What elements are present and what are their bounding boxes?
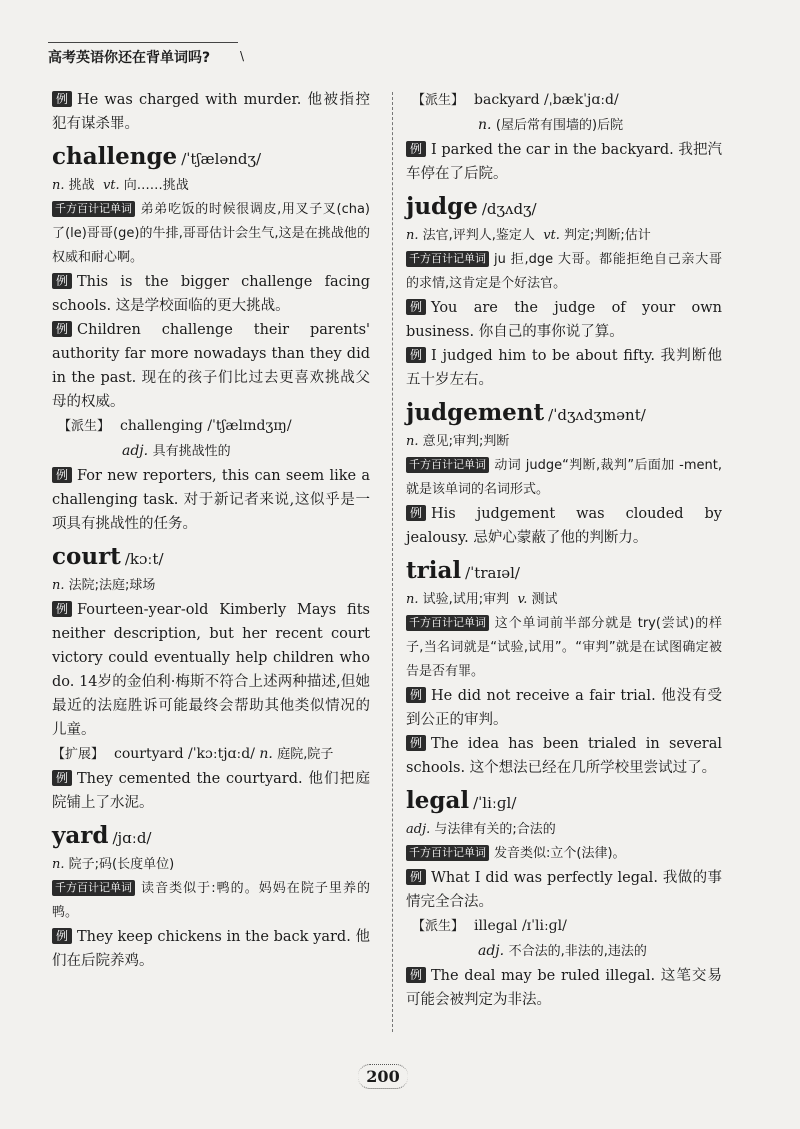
memory-tip: 千方百计记单词 读音类似于:鸭的。妈妈在院子里养的鸭。: [52, 881, 370, 920]
memory-label: 千方百计记单词: [406, 251, 489, 267]
page-number: 200: [358, 1064, 408, 1089]
memory-tip: 千方百计记单词 动词 judge“判断,裁判”后面加 -ment,就是该单词的名词形式。: [406, 458, 722, 497]
example-label: 例: [52, 928, 72, 944]
header-title: 高考英语你还在背单词吗?: [48, 50, 211, 66]
example: 例 I parked the car in the backyard. 我把汽车停在了后院。: [406, 142, 722, 182]
example: 例 This is the bigger challenge facing schools. 这是学校面临的更大挑战。: [52, 274, 370, 314]
headword: trial /ˈtraɪəl/: [406, 557, 520, 584]
headword: court /kɔːt/: [52, 543, 164, 570]
phonetic: /ˈliːɡl/: [473, 794, 517, 812]
memory-label: 千方百计记单词: [406, 845, 489, 861]
example-label: 例: [406, 869, 426, 885]
entry-judge: [406, 192, 722, 392]
definition: n. 法官,评判人,鉴定人 vt. 判定;判断;估计: [406, 228, 651, 243]
example-label: 例: [406, 141, 426, 157]
derivative-label: 【派生】: [58, 419, 111, 434]
example: 例 They cemented the courtyard. 他们把庭院铺上了水泥。: [52, 771, 370, 811]
example-label: 例: [406, 967, 426, 983]
phonetic: /jɑːd/: [112, 829, 152, 847]
headword: yard /jɑːd/: [52, 822, 152, 849]
example: 例 Children challenge their parents' authority far more nowadays than they did in the past. 现在的孩子们比过去更喜欢挑战父母的权威。: [52, 322, 370, 410]
example: 例 The deal may be ruled illegal. 这笔交易可能会被判定为非法。: [406, 968, 722, 1008]
headword: judge /dʒʌdʒ/: [406, 193, 537, 220]
memory-label: 千方百计记单词: [406, 615, 489, 631]
definition: n. 法院;法庭;球场: [52, 578, 156, 593]
example-murder: 例 He was charged with murder. 他被指控犯有谋杀罪。: [52, 92, 370, 132]
derivative: 【派生】 illegal /ɪˈliːɡl/ adj. 不合法的,非法的,违法的: [412, 918, 647, 959]
derivative: 【派生】 challenging /ˈtʃælɪndʒɪŋ/ adj. 具有挑战性的: [58, 418, 292, 459]
derivative-label: 【派生】: [412, 919, 465, 934]
example: 例 He did not receive a fair trial. 他没有受到公正的审判。: [406, 688, 722, 728]
entry-legal: [406, 786, 722, 1012]
definition: n. 试验,试用;审判 v. 测试: [406, 592, 558, 607]
running-header: [48, 42, 244, 67]
column-divider: [392, 92, 393, 1032]
definition: n. 意见;审判;判断: [406, 434, 510, 449]
entry-judgement: [406, 398, 722, 550]
phonetic: /ˈtraɪəl/: [465, 564, 520, 582]
example: 例 His judgement was clouded by jealousy. 忌妒心蒙蔽了他的判断力。: [406, 506, 722, 546]
memory-tip: 千方百计记单词 这个单词前半部分就是 try(尝试)的样子,当名词就是“试验,试用”。“审判”就是在试图确定被告是否有罪。: [406, 616, 722, 679]
example: 例 They keep chickens in the back yard. 他们在后院养鸡。: [52, 929, 370, 969]
example: 例 What I did was perfectly legal. 我做的事情完全合法。: [406, 870, 722, 910]
example-label: 例: [406, 299, 426, 315]
entry-yard: [52, 821, 370, 973]
memory-tip: 千方百计记单词 弟弟吃饭的时候很调皮,用叉子叉(cha)了(le)哥哥(ge)的牛排,哥哥估计会生气,这是在挑战他的权威和耐心啊。: [52, 202, 370, 265]
phonetic: /dʒʌdʒ/: [481, 200, 537, 218]
headword: judgement /ˈdʒʌdʒmənt/: [406, 399, 646, 426]
example-label: 例: [52, 601, 72, 617]
example: 例 You are the judge of your own business. 你自己的事你说了算。: [406, 300, 722, 340]
example: 例 The idea has been trialed in several schools. 这个想法已经在几所学校里尝试过了。: [406, 736, 722, 776]
example-label: 例: [406, 347, 426, 363]
example-label: 例: [52, 770, 72, 786]
left-column: [52, 88, 370, 973]
example-label: 例: [52, 273, 72, 289]
derivative-backyard: 【派生】 backyard /ˌbækˈjɑːd/ n. (屋后常有围墙的)后院: [412, 92, 624, 133]
example-label: 例: [406, 687, 426, 703]
phonetic: /ˈdʒʌdʒmənt/: [548, 406, 646, 424]
example-label: 例: [406, 735, 426, 751]
phonetic: /kɔːt/: [124, 550, 164, 568]
headword: challenge /ˈtʃæləndʒ/: [52, 143, 262, 170]
definition: n. 院子;码(长度单位): [52, 857, 175, 872]
phonetic: /ˈtʃæləndʒ/: [181, 150, 262, 168]
example-label: 例: [52, 467, 72, 483]
derivative-label: 【派生】: [412, 93, 465, 108]
example-label: 例: [406, 505, 426, 521]
example: 例 I judged him to be about fifty. 我判断他五十岁左右。: [406, 348, 722, 388]
memory-tip: 千方百计记单词 发音类似:立个(法律)。: [406, 842, 722, 866]
example-label: 例: [52, 91, 72, 107]
extension-label: 【扩展】: [52, 747, 105, 762]
definition: n. 挑战 vt. 向……挑战: [52, 178, 189, 193]
memory-label: 千方百计记单词: [406, 457, 489, 473]
extension: 【扩展】 courtyard /ˈkɔːtjɑːd/ n. 庭院,院子: [52, 746, 334, 762]
entry-trial: [406, 556, 722, 780]
memory-label: 千方百计记单词: [52, 880, 135, 896]
example-label: 例: [52, 321, 72, 337]
example: 例 For new reporters, this can seem like a challenging task. 对于新记者来说,这似乎是一项具有挑战性的任务。: [52, 468, 370, 532]
entry-challenge: [52, 142, 370, 536]
memory-label: 千方百计记单词: [52, 201, 135, 217]
memory-tip: 千方百计记单词 ju 拒,dge 大哥。都能拒绝自己亲大哥的求情,这肯定是个好法官。: [406, 252, 722, 291]
headword: legal /ˈliːɡl/: [406, 787, 517, 814]
header-mark: \: [239, 49, 244, 63]
right-column: [406, 88, 722, 1012]
definition: adj. 与法律有关的;合法的: [406, 822, 556, 837]
example: 例 Fourteen-year-old Kimberly Mays fits neither description, but her recent court victory could eventually help children who do. 14岁的金伯利·梅斯不符合上述两种描述,但她最近的法庭胜诉可能最终会帮助其他类似情况的儿童。: [52, 602, 370, 738]
entry-court: [52, 542, 370, 815]
